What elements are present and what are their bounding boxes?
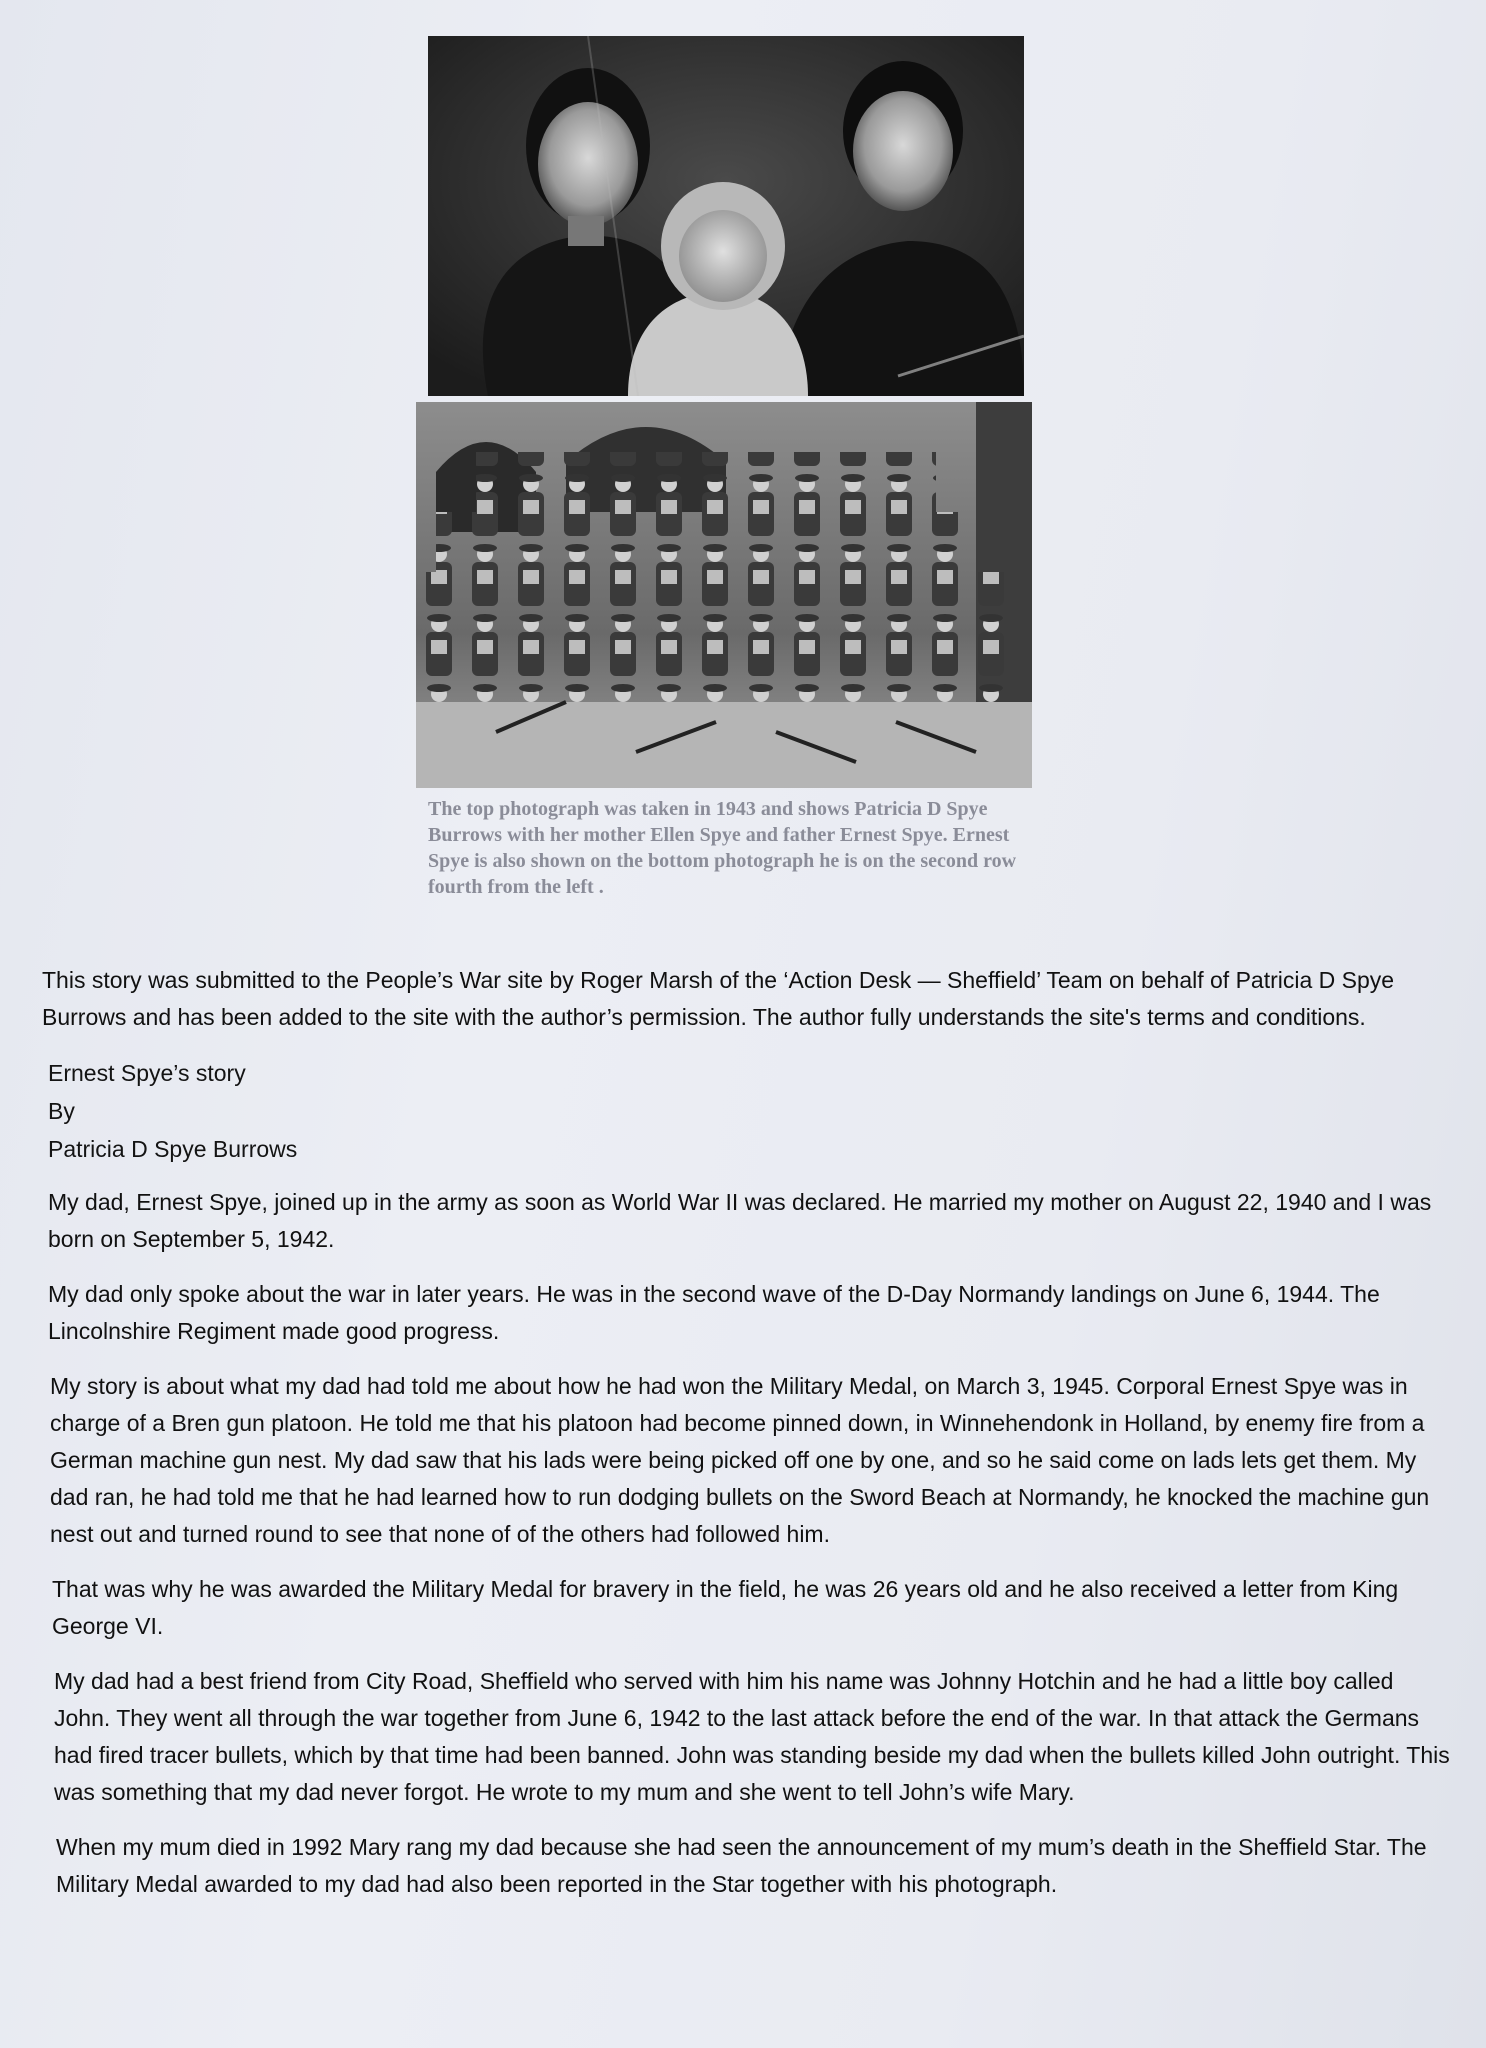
family-photograph xyxy=(428,36,1024,396)
regiment-group-photograph-image xyxy=(416,402,1032,788)
byline-by: By xyxy=(48,1098,75,1124)
story-body xyxy=(42,962,1452,1921)
story-title: Ernest Spye’s story xyxy=(48,1060,246,1086)
paragraph-enlistment: My dad, Ernest Spye, joined up in the army as soon as World War II was declared. He married my mother on August 22, 1940 and I was born on September 5, 1942. xyxy=(48,1189,1432,1252)
paragraph-normandy: My dad only spoke about the war in later years. He was in the second wave of the D-Day Normandy landings on June 6, 1944. The Lincolnshire Regiment made good progress. xyxy=(48,1281,1380,1344)
paragraph-best-friend: My dad had a best friend from City Road, Sheffield who served with him his name was Johnny Hotchin and he had a little boy called John. They went all through the war together from June 6, 1942 to the last attack before the end of the war. In that attack the Germans had fired tracer bullets, which by that time had been banned. John was standing beside my dad when the bullets killed John outright. This was something that my dad never forgot. He wrote to my mum and she went to tell John’s wife Mary. xyxy=(54,1668,1450,1805)
paragraph-military-medal: My story is about what my dad had told me about how he had won the Military Medal, on March 3, 1945. Corporal Ernest Spye was in charge of a Bren gun platoon. He told me that his platoon had become pinned down, in Winnehendonk in Holland, by enemy fire from a German machine gun nest. My dad saw that his lads were being picked off one by one, and so he said come on lads lets get them. My dad ran, he had told me that he had learned how to run dodging bullets on the Sword Beach at Normandy, he knocked the machine gun nest out and turned round to see that none of of the others had followed him. xyxy=(50,1373,1430,1547)
photo-caption: The top photograph was taken in 1943 and shows Patricia D Spye Burrows with her mother Ellen Spye and father Ernest Spye. Ernest Spye is also shown on the bottom photograph he is on the second row fourth from the left . xyxy=(428,798,1017,898)
paragraph-mum-died: When my mum died in 1992 Mary rang my dad because she had seen the announcement of my mum’s death in the Sheffield Star. The Military Medal awarded to my dad had also been reported in the Star together with his photograph. xyxy=(56,1834,1427,1897)
family-photograph-image xyxy=(428,36,1024,396)
story-byline xyxy=(48,1054,1452,1168)
story-author: Patricia D Spye Burrows xyxy=(48,1136,298,1162)
paragraph-bravery: That was why he was awarded the Military Medal for bravery in the field, he was 26 years old and he also received a letter from King George VI. xyxy=(52,1576,1399,1639)
submission-note: This story was submitted to the People’s War site by Roger Marsh of the ‘Action Desk — Sheffield’ Team on behalf of Patricia D Spye Burrows and has been added to the site with the author’s permission. The author fully understands the site's terms and conditions. xyxy=(42,967,1395,1030)
regiment-group-photograph xyxy=(416,402,1032,788)
